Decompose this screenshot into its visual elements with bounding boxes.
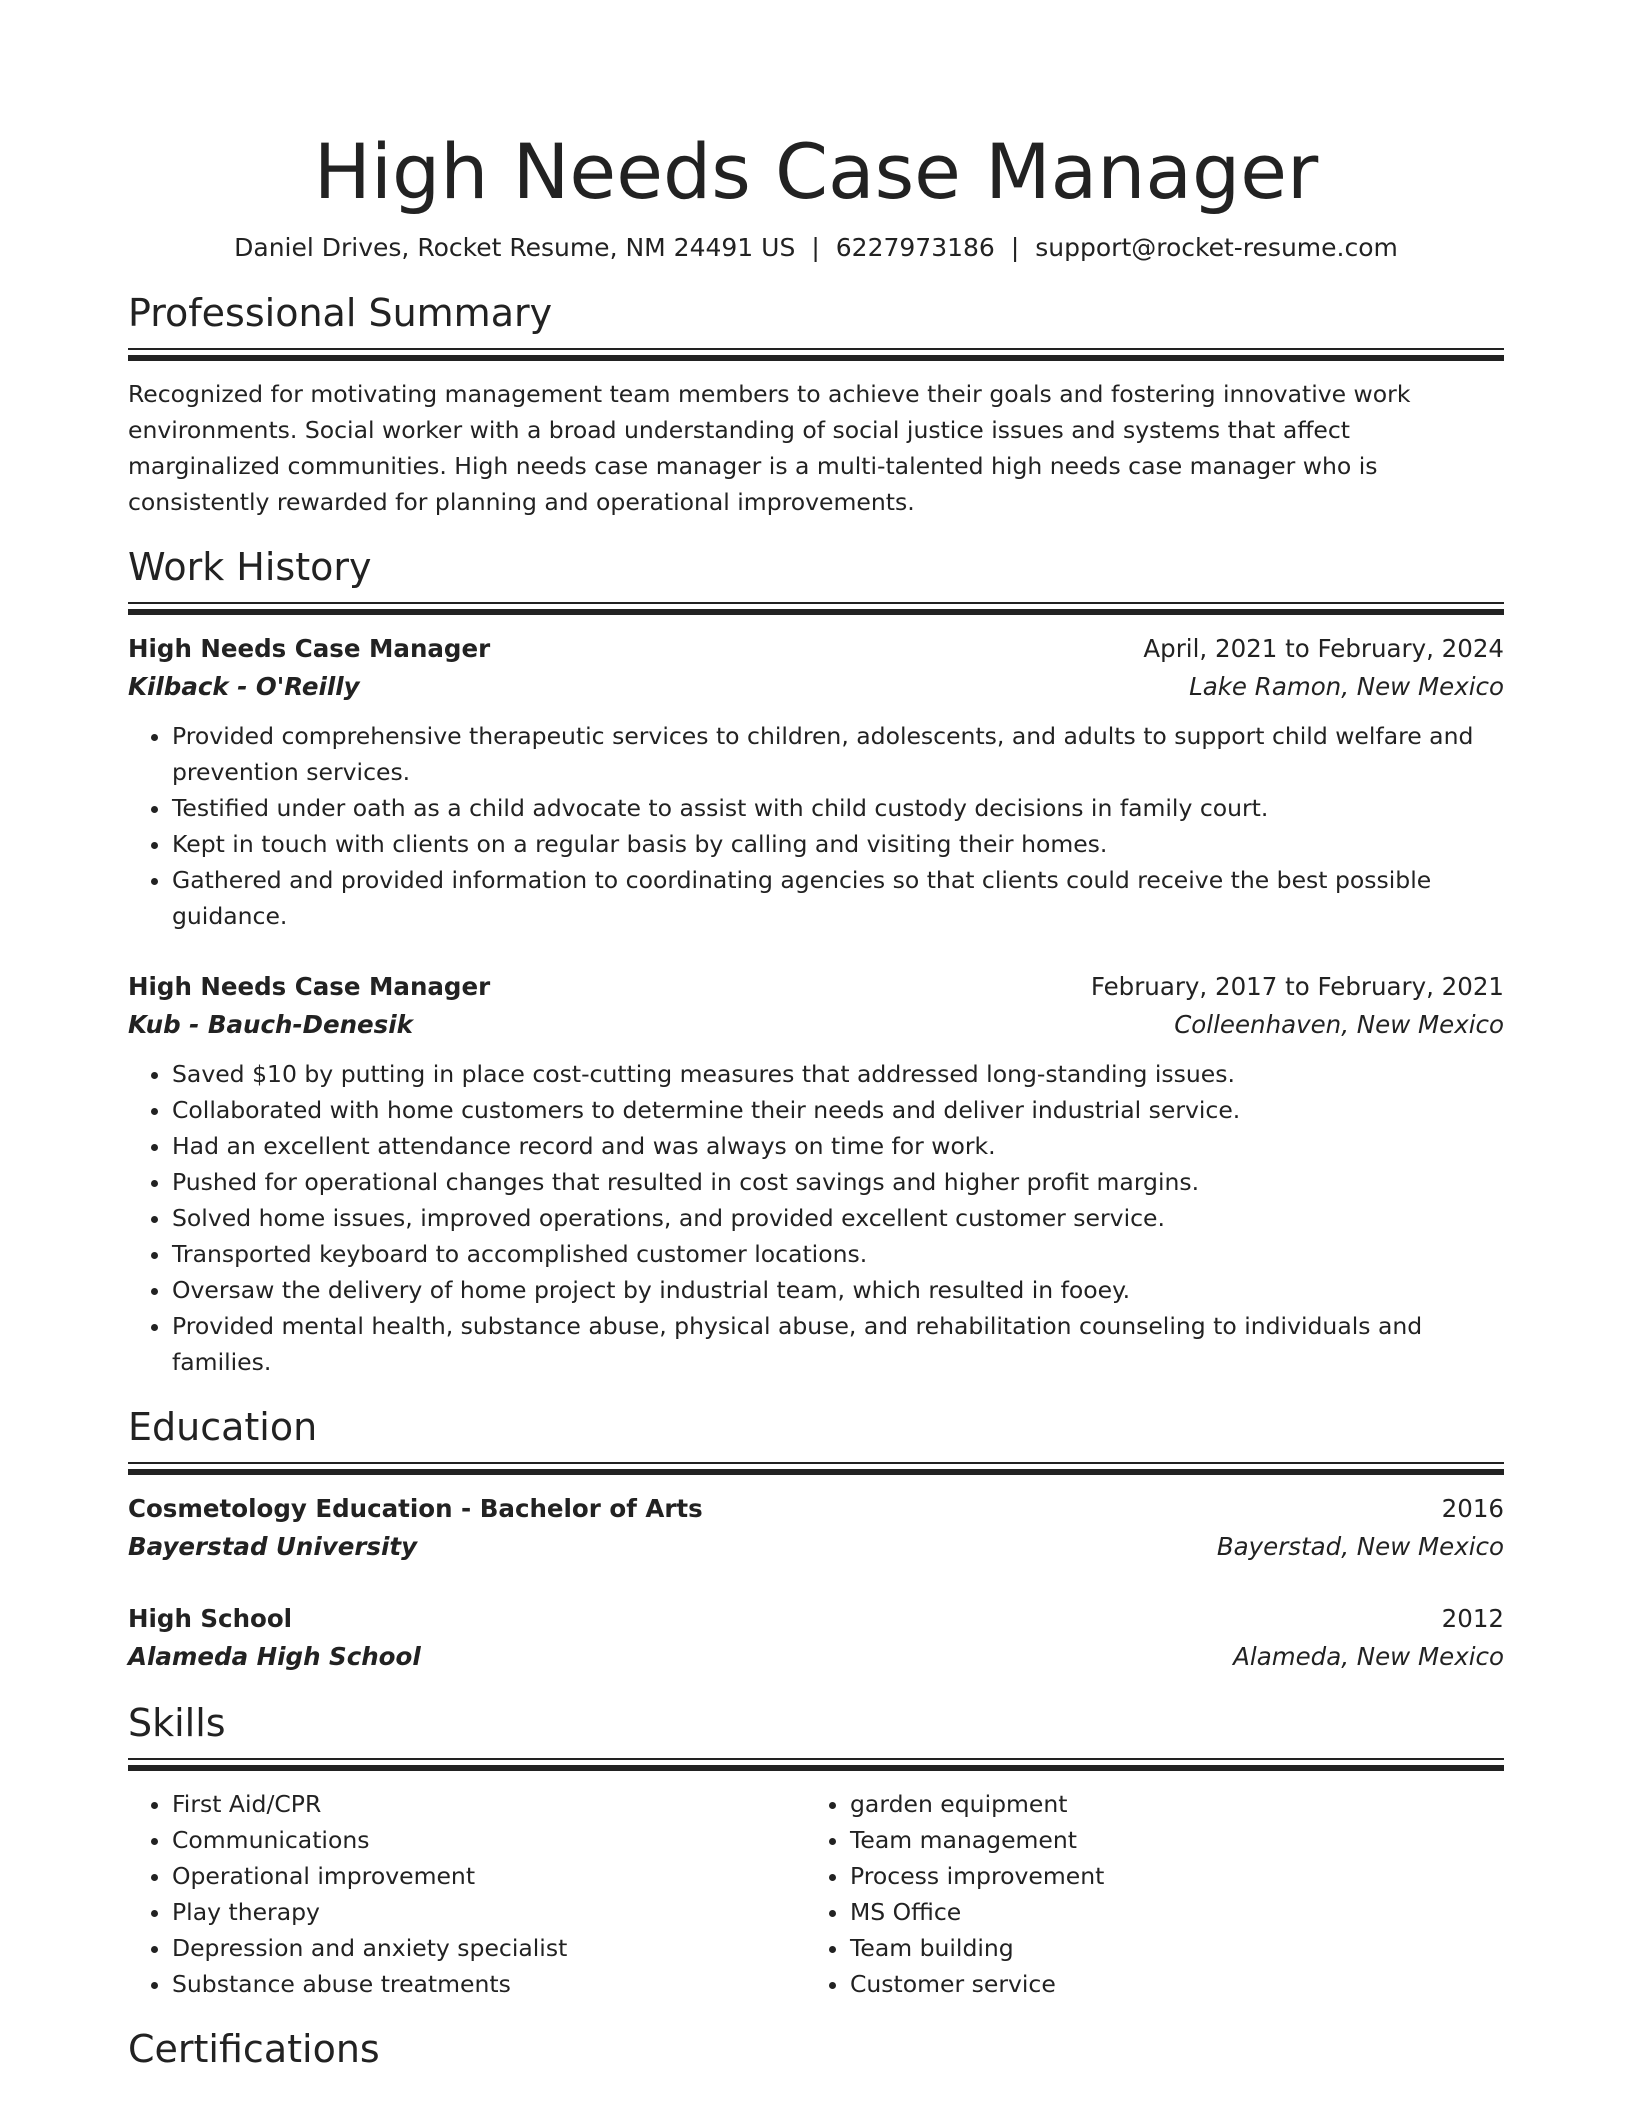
job-dates: April, 2021 to February, 2024 bbox=[1143, 634, 1504, 663]
section-divider bbox=[128, 1462, 1504, 1476]
education-school-row bbox=[128, 1638, 1504, 1676]
skills-list-left bbox=[128, 1786, 806, 2002]
list-item: • garden equipment bbox=[850, 1786, 1484, 1822]
section-divider bbox=[128, 1758, 1504, 1772]
education-year: 2012 bbox=[1441, 1604, 1504, 1633]
contact-line bbox=[128, 230, 1504, 266]
list-item: • Gathered and provided information to coordinating agencies so that clients could receive the best possible guidance. bbox=[172, 862, 1504, 934]
education-location: Alameda, New Mexico bbox=[1233, 1642, 1504, 1671]
list-item: • Collaborated with home customers to determine their needs and deliver industrial service. bbox=[172, 1092, 1504, 1128]
list-item: • Process improvement bbox=[850, 1858, 1484, 1894]
education-entry bbox=[128, 1490, 1504, 1566]
list-item: • Saved $10 by putting in place cost-cutting measures that addressed long-standing issues. bbox=[172, 1056, 1504, 1092]
job-bullets bbox=[128, 1056, 1504, 1380]
contact-phone: 6227973186 bbox=[835, 233, 995, 262]
contact-separator: | bbox=[1010, 233, 1020, 262]
section-divider bbox=[128, 348, 1504, 362]
job-title: High Needs Case Manager bbox=[128, 972, 491, 1001]
education-school: Bayerstad University bbox=[128, 1532, 418, 1561]
list-item: • Provided comprehensive therapeutic services to children, adolescents, and adults to support child welfare and prevention services. bbox=[172, 718, 1504, 790]
list-item: • Operational improvement bbox=[172, 1858, 806, 1894]
contact-address: Daniel Drives, Rocket Resume, NM 24491 US bbox=[234, 233, 796, 262]
education-location: Bayerstad, New Mexico bbox=[1216, 1532, 1504, 1561]
skills-list-right bbox=[806, 1786, 1484, 2002]
list-item: • Testified under oath as a child advocate to assist with child custody decisions in family court. bbox=[172, 790, 1504, 826]
summary-section bbox=[128, 288, 1504, 520]
list-item: • Play therapy bbox=[172, 1894, 806, 1930]
resume-page bbox=[128, 0, 1504, 2074]
list-item: • Substance abuse treatments bbox=[172, 1966, 806, 2002]
education-header-row bbox=[128, 1490, 1504, 1528]
job-company: Kub - Bauch-Denesik bbox=[128, 1010, 413, 1039]
list-item: • Provided mental health, substance abuse, physical abuse, and rehabilitation counseling to individuals and families. bbox=[172, 1308, 1504, 1380]
section-title-certifications: Certifications bbox=[128, 2027, 380, 2071]
education-degree: High School bbox=[128, 1604, 293, 1633]
work-history-section bbox=[128, 542, 1504, 1380]
education-degree: Cosmetology Education - Bachelor of Arts bbox=[128, 1494, 703, 1523]
education-entry bbox=[128, 1600, 1504, 1676]
job-entry bbox=[128, 630, 1504, 934]
list-item: • MS Office bbox=[850, 1894, 1484, 1930]
education-header-row bbox=[128, 1600, 1504, 1638]
list-item: • Team management bbox=[850, 1822, 1484, 1858]
job-company: Kilback - O'Reilly bbox=[128, 672, 360, 701]
summary-text: Recognized for motivating management team members to achieve their goals and fostering innovative work environments. Social worker with a broad understanding of social justice issues and systems that affect marginalized communities. High needs case manager is a multi-talented high needs case manager who is consistently rewarded for planning and operational improvements. bbox=[128, 380, 1411, 516]
list-item: • Solved home issues, improved operations, and provided excellent customer service. bbox=[172, 1200, 1504, 1236]
section-title-work-history: Work History bbox=[128, 545, 372, 589]
resume-name: High Needs Case Manager bbox=[313, 127, 1319, 216]
contact-separator: | bbox=[811, 233, 820, 262]
list-item: • Oversaw the delivery of home project by industrial team, which resulted in fooey. bbox=[172, 1272, 1504, 1308]
list-item: • Customer service bbox=[850, 1966, 1484, 2002]
list-item: • Kept in touch with clients on a regular basis by calling and visiting their homes. bbox=[172, 826, 1504, 862]
certifications-section bbox=[128, 2024, 1504, 2074]
section-title-summary: Professional Summary bbox=[128, 291, 553, 335]
skills-columns bbox=[128, 1786, 1504, 2002]
list-item: • First Aid/CPR bbox=[172, 1786, 806, 1822]
job-location: Colleenhaven, New Mexico bbox=[1174, 1010, 1504, 1039]
skills-section bbox=[128, 1698, 1504, 2002]
job-bullets bbox=[128, 718, 1504, 934]
list-item: • Team building bbox=[850, 1930, 1484, 1966]
education-school: Alameda High School bbox=[128, 1642, 421, 1671]
job-dates: February, 2017 to February, 2021 bbox=[1090, 972, 1504, 1001]
list-item: • Transported keyboard to accomplished customer locations. bbox=[172, 1236, 1504, 1272]
section-title-skills: Skills bbox=[128, 1701, 226, 1745]
list-item: • Communications bbox=[172, 1822, 806, 1858]
job-org-row bbox=[128, 1006, 1504, 1044]
section-title-education: Education bbox=[128, 1405, 318, 1449]
education-year: 2016 bbox=[1441, 1494, 1504, 1523]
education-school-row bbox=[128, 1528, 1504, 1566]
education-section bbox=[128, 1402, 1504, 1676]
job-entry bbox=[128, 968, 1504, 1380]
list-item: • Had an excellent attendance record and was always on time for work. bbox=[172, 1128, 1504, 1164]
list-item: • Depression and anxiety specialist bbox=[172, 1930, 806, 1966]
list-item: • Pushed for operational changes that resulted in cost savings and higher profit margins. bbox=[172, 1164, 1504, 1200]
contact-email: support@rocket-resume.com bbox=[1035, 233, 1398, 262]
job-header-row bbox=[128, 630, 1504, 668]
job-header-row bbox=[128, 968, 1504, 1006]
section-divider bbox=[128, 602, 1504, 616]
job-location: Lake Ramon, New Mexico bbox=[1189, 672, 1504, 701]
job-org-row bbox=[128, 668, 1504, 706]
job-title: High Needs Case Manager bbox=[128, 634, 491, 663]
